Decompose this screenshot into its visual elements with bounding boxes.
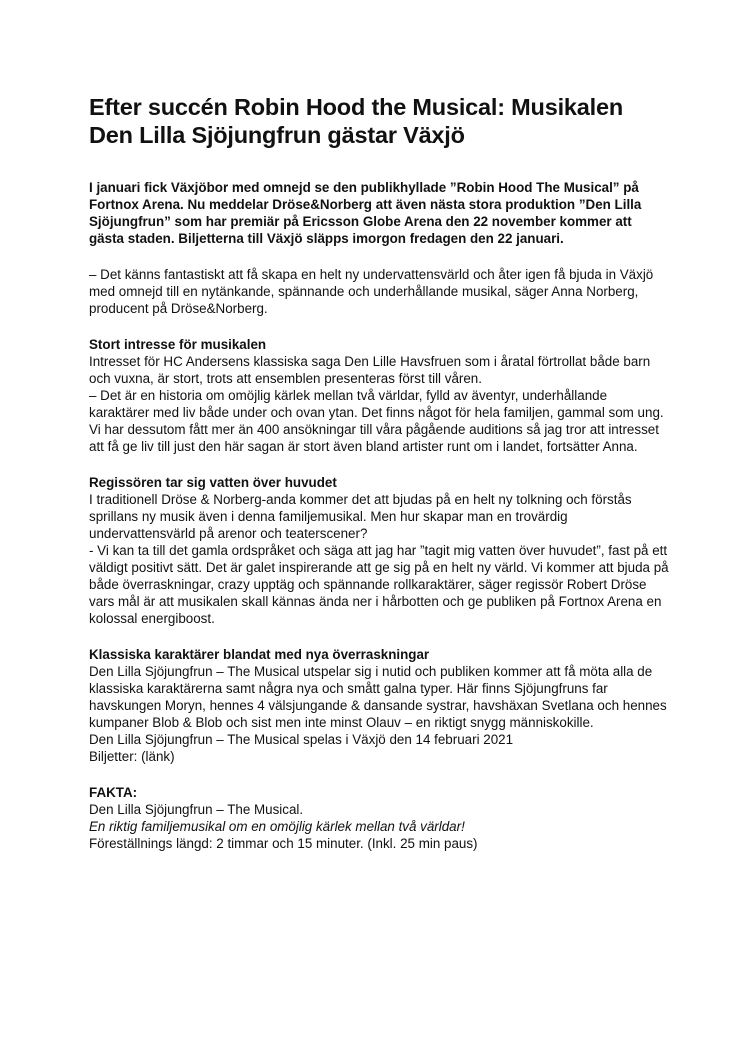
section-interest	[89, 336, 669, 455]
section-paragraph: Den Lilla Sjöjungfrun – The Musical utspelar sig i nutid och publiken kommer att få möta alla de klassiska karaktärerna samt några nya och smått galna typer. Här finns Sjöjungfruns far havskungen Moryn, hennes 4 välsjungande & dansande systrar, havshäxan Svetlana och hennes kumpaner Blob & Blob och sist men inte minst Olauv – en riktigt snygg människokille.	[89, 664, 667, 730]
section-director	[89, 474, 669, 627]
fakta-tagline: En riktig familjemusikal om en omöjlig kärlek mellan två världar!	[89, 819, 465, 834]
section-paragraph: - Vi kan ta till det gamla ordspråket och säga att jag har ”tagit mig vatten över huvudet”, fast på ett väldigt positivt sätt. Det är galet inspirerande att ge sig på en helt ny värld. Vi kommer att bjuda på både överraskningar, crazy upptäg och spännande rollkaraktärer, säger regissör Robert Dröse vars mål är att musikalen skall kännas ända ner i hårbotten och ge publiken på Fortnox Arena en kolossal energiboost.	[89, 543, 669, 626]
section-paragraph: – Det är en historia om omöjlig kärlek mellan två världar, fylld av äventyr, underhållande karaktärer med liv både under och ovan ytan. Det finns något för hela familjen, gammal som ung. Vi har dessutom fått mer än 400 ansökningar till våra pågående auditions så jag tror att intresset att få ge liv till just den här sagan är stort även bland artister runt om i landet, fortsätter Anna.	[89, 388, 664, 454]
section-heading: Stort intresse för musikalen	[89, 337, 267, 352]
section-heading: Regissören tar sig vatten över huvudet	[89, 475, 337, 490]
fakta-line: Den Lilla Sjöjungfrun – The Musical.	[89, 802, 304, 817]
fakta-block	[89, 784, 669, 852]
section-paragraph: Intresset för HC Andersens klassiska saga Den Lille Havsfruen som i åratal förtrollat både barn och vuxna, är stort, trots att ensemblen presenteras först till våren.	[89, 354, 651, 386]
document-title: Efter succén Robin Hood the Musical: Musikalen Den Lilla Sjöjungfrun gästar Växjö	[89, 94, 623, 148]
intro-block	[89, 266, 669, 317]
section-paragraph: I traditionell Dröse & Norberg-anda kommer det att bjudas på en helt ny tolkning och förstås sprillans ny musik även i denna familjemusikal. Men hur skapar man en trovärdig undervattensvärld på arenor och teaterscener?	[89, 492, 632, 541]
tickets-link[interactable]: Biljetter: (länk)	[89, 749, 175, 764]
section-heading: Klassiska karaktärer blandat med nya överraskningar	[89, 647, 430, 662]
section-characters	[89, 646, 669, 765]
fakta-duration: Föreställnings längd: 2 timmar och 15 minuter. (Inkl. 25 min paus)	[89, 836, 478, 851]
fakta-heading: FAKTA:	[89, 785, 138, 800]
document-page	[89, 93, 669, 871]
lead-paragraph: I januari fick Växjöbor med omnejd se den publikhyllade ”Robin Hood The Musical” på Fortnox Arena. Nu meddelar Dröse&Norberg att även nästa stora produktion ”Den Lilla Sjöjungfrun” som har premiär på Ericsson Globe Arena den 22 november kommer att gästa staden. Biljetterna till Växjö släpps imorgon fredagen den 22 januari.	[89, 180, 642, 246]
intro-quote: – Det känns fantastiskt att få skapa en helt ny undervattensvärld och åter igen få bjuda in Växjö med omnejd till en nytänkande, spännande och underhållande musikal, säger Anna Norberg, producent på Dröse&Norberg.	[89, 267, 654, 316]
performance-date: Den Lilla Sjöjungfrun – The Musical spelas i Växjö den 14 februari 2021	[89, 732, 514, 747]
